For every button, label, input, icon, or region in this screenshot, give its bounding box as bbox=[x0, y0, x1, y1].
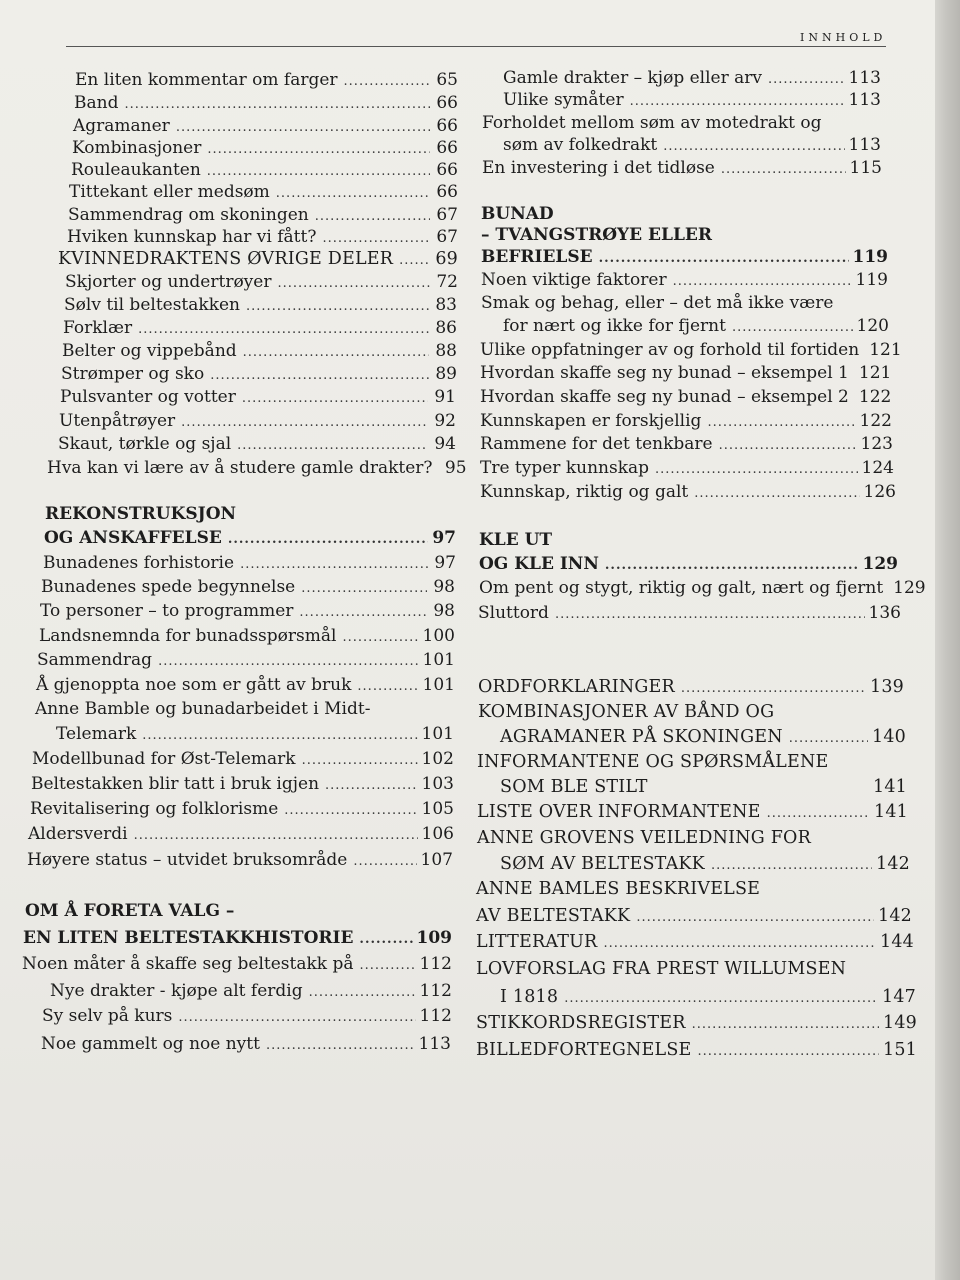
toc-entry-page: 106 bbox=[421, 824, 454, 844]
toc-entry bbox=[58, 249, 458, 271]
toc-entry-title: ANNE BAMLES BESKRIVELSE bbox=[476, 879, 761, 899]
toc-entry-title: Hviken kunnskap har vi fått? bbox=[67, 227, 317, 247]
toc-entry-page: 141 bbox=[873, 802, 908, 822]
toc-entry-page: 72 bbox=[436, 272, 458, 292]
toc-entry bbox=[45, 504, 345, 524]
toc-entry-page: 66 bbox=[436, 160, 458, 180]
toc-entry-title: Kunnskap, riktig og galt bbox=[480, 482, 689, 502]
toc-entry bbox=[480, 434, 893, 456]
toc-entry bbox=[31, 774, 454, 796]
dot-leader bbox=[673, 272, 852, 292]
toc-entry bbox=[479, 578, 926, 598]
toc-entry bbox=[56, 724, 454, 746]
toc-entry-title: LISTE OVER INFORMANTENE bbox=[477, 802, 761, 822]
toc-entry-page: 83 bbox=[435, 295, 457, 315]
toc-entry-title: Rouleaukanten bbox=[71, 160, 201, 180]
toc-entry-title: Tre typer kunnskap bbox=[480, 458, 650, 478]
toc-entry bbox=[65, 272, 458, 294]
toc-entry-title: Gamle drakter – kjøp eller arv bbox=[503, 68, 762, 88]
toc-entry-title: Bunadenes spede begynnelse bbox=[41, 577, 296, 597]
toc-entry-page: 120 bbox=[856, 316, 889, 336]
dot-leader bbox=[243, 343, 429, 363]
toc-entry bbox=[479, 530, 679, 550]
dot-leader bbox=[360, 956, 416, 976]
toc-entry-title: Band bbox=[74, 93, 119, 113]
dot-leader bbox=[301, 579, 427, 599]
toc-entry bbox=[481, 225, 781, 245]
toc-entry-page: 66 bbox=[436, 138, 458, 158]
toc-entry-title: Landsnemnda for bunadsspørsmål bbox=[39, 626, 337, 646]
toc-entry-title: BEFRIELSE bbox=[481, 247, 593, 267]
toc-entry-page: 140 bbox=[871, 727, 906, 747]
dot-leader bbox=[663, 137, 844, 157]
toc-entry bbox=[480, 340, 902, 362]
toc-entry-title: Hva kan vi lære av å studere gamle drakter? bbox=[47, 458, 433, 478]
toc-entry-page: 124 bbox=[861, 458, 894, 478]
header-rule bbox=[66, 46, 886, 47]
toc-entry-title: – TVANGSTRØYE ELLER bbox=[481, 225, 713, 245]
toc-entry-page: 97 bbox=[432, 528, 456, 548]
toc-entry-page: 89 bbox=[435, 364, 457, 384]
toc-entry bbox=[30, 799, 454, 821]
toc-entry bbox=[25, 901, 325, 921]
toc-entry bbox=[43, 553, 456, 575]
toc-entry bbox=[478, 677, 904, 699]
dot-leader bbox=[299, 603, 427, 623]
dot-leader bbox=[181, 413, 428, 433]
toc-entry bbox=[500, 854, 910, 876]
toc-entry-title: Hvordan skaffe seg ny bunad – eksempel 1 bbox=[480, 363, 849, 383]
toc-entry-title: Ulike oppfatninger av og forhold til fortiden bbox=[480, 340, 860, 360]
dot-leader bbox=[353, 852, 416, 872]
toc-entry bbox=[36, 675, 455, 697]
dot-leader bbox=[767, 804, 870, 824]
dot-leader bbox=[605, 556, 859, 576]
toc-entry bbox=[40, 601, 455, 623]
page-edge bbox=[935, 0, 960, 1280]
toc-entry-page: 101 bbox=[421, 724, 454, 744]
toc-entry-page: 112 bbox=[419, 981, 452, 1001]
toc-entry-title: Belter og vippebånd bbox=[62, 341, 237, 361]
toc-entry bbox=[35, 699, 375, 719]
dot-leader bbox=[399, 251, 430, 271]
dot-leader bbox=[344, 72, 430, 92]
dot-leader bbox=[284, 801, 417, 821]
toc-entry bbox=[476, 879, 856, 899]
toc-entry-title: Pulsvanter og votter bbox=[60, 387, 236, 407]
toc-entry-page: 67 bbox=[436, 227, 458, 247]
toc-entry-title: I 1818 bbox=[500, 987, 559, 1007]
toc-entry bbox=[500, 987, 916, 1009]
toc-entry bbox=[59, 411, 456, 433]
toc-entry bbox=[480, 482, 896, 504]
toc-entry-page: 112 bbox=[419, 1006, 452, 1026]
toc-entry-page: 95 bbox=[444, 458, 467, 478]
toc-entry-title: Strømper og sko bbox=[61, 364, 205, 384]
toc-entry-title: Noen måter å skaffe seg beltestakk på bbox=[22, 954, 354, 974]
toc-entry bbox=[60, 387, 456, 409]
toc-entry-page: 86 bbox=[435, 318, 457, 338]
dot-leader bbox=[266, 1036, 415, 1056]
dot-leader bbox=[237, 436, 428, 456]
dot-leader bbox=[246, 297, 429, 317]
toc-entry bbox=[479, 554, 898, 576]
toc-entry-page: 98 bbox=[433, 601, 455, 621]
toc-entry bbox=[481, 204, 681, 224]
toc-entry-page: 101 bbox=[422, 675, 455, 695]
toc-entry bbox=[27, 850, 453, 872]
toc-entry-title: Om pent og stygt, riktig og galt, nært og fjernt bbox=[479, 578, 884, 598]
toc-entry-title: Forholdet mellom søm av motedrakt og bbox=[482, 113, 822, 133]
toc-entry-title: Sammendrag om skoningen bbox=[68, 205, 309, 225]
dot-leader bbox=[359, 930, 412, 950]
toc-entry-title: LOVFORSLAG FRA PREST WILLUMSEN bbox=[476, 959, 847, 979]
toc-entry-title: for nært og ikke for fjernt bbox=[503, 316, 726, 336]
toc-entry bbox=[481, 270, 888, 292]
toc-entry bbox=[47, 458, 467, 480]
toc-entry-page: 66 bbox=[436, 116, 458, 136]
dot-leader bbox=[697, 1042, 879, 1062]
toc-entry-title: En liten kommentar om farger bbox=[75, 70, 338, 90]
toc-entry-page: 107 bbox=[420, 850, 453, 870]
dot-leader bbox=[636, 908, 874, 928]
dot-leader bbox=[564, 989, 878, 1009]
toc-entry-page: 66 bbox=[436, 182, 458, 202]
toc-entry bbox=[476, 959, 876, 979]
toc-entry-page: 136 bbox=[868, 603, 901, 623]
toc-entry bbox=[64, 295, 457, 317]
toc-entry bbox=[476, 1040, 917, 1062]
dot-leader bbox=[681, 679, 866, 699]
toc-entry-title: To personer – to programmer bbox=[40, 601, 294, 621]
toc-entry-page: 67 bbox=[436, 205, 458, 225]
dot-leader bbox=[124, 95, 430, 115]
dot-leader bbox=[707, 413, 855, 433]
toc-entry-title: Smak og behag, eller – det må ikke være bbox=[481, 293, 834, 313]
toc-entry-title: KVINNEDRAKTENS ØVRIGE DELER bbox=[58, 249, 394, 269]
toc-entry bbox=[476, 1013, 917, 1035]
toc-entry-title: En investering i det tidløse bbox=[482, 158, 715, 178]
toc-entry bbox=[477, 828, 857, 848]
toc-entry bbox=[67, 227, 458, 249]
toc-entry-title: Telemark bbox=[56, 724, 137, 744]
dot-leader bbox=[210, 366, 429, 386]
toc-entry bbox=[71, 160, 458, 182]
toc-entry-page: 147 bbox=[881, 987, 916, 1007]
toc-entry-page: 149 bbox=[882, 1013, 917, 1033]
toc-entry-title: AV BELTESTAKK bbox=[476, 906, 631, 926]
toc-entry-title: Tittekant eller medsøm bbox=[69, 182, 270, 202]
toc-entry-page: 123 bbox=[860, 434, 893, 454]
dot-leader bbox=[692, 1015, 879, 1035]
toc-entry-title: Anne Bamble og bunadarbeidet i Midt- bbox=[35, 699, 371, 719]
toc-entry-page: 122 bbox=[859, 411, 892, 431]
toc-entry-title: Nye drakter - kjøpe alt ferdig bbox=[50, 981, 303, 1001]
toc-entry bbox=[503, 135, 881, 157]
dot-leader bbox=[789, 729, 868, 749]
toc-entry-page: 141 bbox=[872, 777, 907, 797]
toc-entry bbox=[503, 316, 889, 338]
toc-entry-title: OG KLE INN bbox=[479, 554, 599, 574]
toc-entry-title: Hvordan skaffe seg ny bunad – eksempel 2 bbox=[480, 387, 849, 407]
dot-leader bbox=[207, 140, 430, 160]
toc-entry-title: Høyere status – utvidet bruksområde bbox=[27, 850, 348, 870]
toc-entry-page: 142 bbox=[875, 854, 910, 874]
toc-entry bbox=[503, 90, 881, 112]
dot-leader bbox=[277, 274, 430, 294]
toc-entry-page: 112 bbox=[419, 954, 452, 974]
toc-entry-page: 119 bbox=[855, 270, 888, 290]
toc-entry bbox=[73, 116, 458, 138]
toc-entry-page: 66 bbox=[436, 93, 458, 113]
toc-entry-page: 88 bbox=[435, 341, 457, 361]
dot-leader bbox=[309, 983, 416, 1003]
toc-entry-page: 113 bbox=[848, 68, 881, 88]
toc-entry-page: 142 bbox=[877, 906, 912, 926]
toc-entry bbox=[37, 650, 455, 672]
toc-entry-title: ANNE GROVENS VEILEDNING FOR bbox=[477, 828, 811, 848]
toc-entry-title: BUNAD bbox=[481, 204, 554, 224]
dot-leader bbox=[603, 934, 876, 954]
running-header: INNHOLD bbox=[800, 31, 887, 44]
toc-entry bbox=[500, 777, 907, 797]
dot-leader bbox=[242, 389, 428, 409]
dot-leader bbox=[134, 826, 418, 846]
toc-entry-title: Forklær bbox=[63, 318, 133, 338]
dot-leader bbox=[711, 856, 872, 876]
dot-leader bbox=[228, 530, 428, 550]
toc-entry-page: 105 bbox=[421, 799, 454, 819]
dot-leader bbox=[240, 555, 428, 575]
toc-entry bbox=[476, 932, 914, 954]
toc-entry bbox=[23, 928, 452, 950]
toc-entry bbox=[50, 981, 452, 1003]
toc-entry-title: Kombinasjoner bbox=[72, 138, 202, 158]
dot-leader bbox=[630, 92, 845, 112]
toc-entry-title: REKONSTRUKSJON bbox=[45, 504, 237, 524]
toc-entry-page: 115 bbox=[849, 158, 882, 178]
toc-entry-page: 151 bbox=[882, 1040, 917, 1060]
toc-entry bbox=[480, 458, 894, 480]
toc-entry-title: SOM BLE STILT bbox=[500, 777, 648, 797]
toc-entry-title: Rammene for det tenkbare bbox=[480, 434, 713, 454]
toc-entry bbox=[39, 626, 455, 648]
toc-entry-title: EN LITEN BELTESTAKKHISTORIE bbox=[23, 928, 354, 948]
dot-leader bbox=[142, 726, 417, 746]
toc-entry-page: 129 bbox=[893, 578, 926, 598]
toc-entry-title: Sammendrag bbox=[37, 650, 153, 670]
toc-entry bbox=[480, 411, 892, 433]
toc-entry-title: Å gjenoppta noe som er gått av bruk bbox=[36, 675, 352, 695]
dot-leader bbox=[732, 318, 853, 338]
toc-entry bbox=[61, 364, 457, 386]
toc-entry bbox=[480, 363, 890, 385]
toc-entry-title: Sluttord bbox=[478, 603, 549, 623]
toc-entry-title: Skjorter og undertrøyer bbox=[65, 272, 272, 292]
toc-entry bbox=[22, 954, 452, 976]
toc-entry-page: 113 bbox=[848, 135, 881, 155]
dot-leader bbox=[721, 160, 846, 180]
toc-entry-page: 97 bbox=[434, 553, 456, 573]
toc-entry bbox=[75, 70, 458, 92]
toc-entry bbox=[74, 93, 458, 115]
dot-leader bbox=[138, 320, 429, 340]
dot-leader bbox=[322, 229, 430, 249]
dot-leader bbox=[357, 677, 418, 697]
dot-leader bbox=[176, 118, 430, 138]
toc-entry bbox=[481, 293, 834, 313]
toc-entry-title: ORDFORKLARINGER bbox=[478, 677, 675, 697]
toc-entry-title: Kunnskapen er forskjellig bbox=[480, 411, 702, 431]
dot-leader bbox=[178, 1008, 415, 1028]
toc-entry bbox=[41, 577, 455, 599]
toc-entry bbox=[68, 205, 458, 227]
toc-entry-title: BILLEDFORTEGNELSE bbox=[476, 1040, 692, 1060]
toc-entry-page: 94 bbox=[434, 434, 456, 454]
toc-entry-title: OG ANSKAFFELSE bbox=[44, 528, 222, 548]
toc-entry bbox=[480, 387, 891, 409]
toc-entry bbox=[63, 318, 457, 340]
toc-entry bbox=[503, 68, 881, 90]
dot-leader bbox=[315, 207, 430, 227]
dot-leader bbox=[599, 249, 849, 269]
toc-entry-page: 121 bbox=[858, 363, 892, 383]
dot-leader bbox=[555, 605, 865, 625]
toc-entry bbox=[28, 824, 454, 846]
toc-entry bbox=[482, 113, 822, 133]
toc-entry-title: Sy selv på kurs bbox=[42, 1006, 173, 1026]
toc-entry-page: 126 bbox=[863, 482, 896, 502]
toc-entry-title: AGRAMANER PÅ SKONINGEN bbox=[500, 727, 783, 747]
toc-entry bbox=[44, 528, 456, 550]
toc-entry bbox=[42, 1006, 452, 1028]
toc-entry-title: Noe gammelt og noe nytt bbox=[41, 1034, 260, 1054]
toc-entry-page: 139 bbox=[869, 677, 904, 697]
toc-entry-title: søm av folkedrakt bbox=[503, 135, 658, 155]
toc-entry-page: 109 bbox=[416, 928, 452, 948]
toc-entry-title: Aldersverdi bbox=[28, 824, 128, 844]
toc-entry-title: Sølv til beltestakken bbox=[64, 295, 241, 315]
toc-entry-title: SØM AV BELTESTAKK bbox=[500, 854, 705, 874]
toc-entry-title: Modellbunad for Øst-Telemark bbox=[32, 749, 296, 769]
dot-leader bbox=[655, 460, 858, 480]
dot-leader bbox=[207, 162, 430, 182]
dot-leader bbox=[719, 436, 857, 456]
toc-entry-title: KOMBINASJONER AV BÅND OG bbox=[478, 702, 775, 722]
toc-entry-page: 98 bbox=[433, 577, 455, 597]
toc-entry bbox=[477, 752, 857, 772]
toc-entry-title: KLE UT bbox=[479, 530, 553, 550]
toc-entry-page: 121 bbox=[869, 340, 902, 360]
toc-entry bbox=[478, 702, 818, 722]
dot-leader bbox=[325, 776, 418, 796]
dot-leader bbox=[768, 70, 845, 90]
toc-entry-page: 92 bbox=[434, 411, 456, 431]
toc-entry-title: OM Å FORETA VALG – bbox=[25, 901, 235, 921]
dot-leader bbox=[342, 628, 418, 648]
toc-entry bbox=[481, 247, 888, 269]
toc-entry bbox=[62, 341, 457, 363]
toc-entry bbox=[477, 802, 908, 824]
toc-entry-page: 102 bbox=[421, 749, 454, 769]
toc-entry bbox=[500, 727, 906, 749]
toc-entry bbox=[58, 434, 456, 456]
toc-entry-title: Utenpåtrøyer bbox=[59, 411, 176, 431]
toc-entry-page: 129 bbox=[862, 554, 898, 574]
dot-leader bbox=[158, 652, 418, 672]
toc-entry-page: 119 bbox=[852, 247, 888, 267]
dot-leader bbox=[302, 751, 418, 771]
toc-entry-title: Bunadenes forhistorie bbox=[43, 553, 235, 573]
toc-entry-title: Revitalisering og folklorisme bbox=[30, 799, 279, 819]
toc-entry-title: Beltestakken blir tatt i bruk igjen bbox=[31, 774, 320, 794]
toc-entry-title: STIKKORDSREGISTER bbox=[476, 1013, 686, 1033]
toc-entry bbox=[478, 603, 901, 625]
toc-entry-title: INFORMANTENE OG SPØRSMÅLENE bbox=[477, 752, 829, 772]
toc-entry-title: Agramaner bbox=[73, 116, 170, 136]
toc-entry-page: 122 bbox=[858, 387, 892, 407]
toc-entry-page: 144 bbox=[879, 932, 914, 952]
toc-entry-page: 65 bbox=[436, 70, 458, 90]
toc-entry-title: LITTERATUR bbox=[476, 932, 598, 952]
toc-entry bbox=[41, 1034, 451, 1056]
toc-entry-page: 103 bbox=[421, 774, 454, 794]
toc-entry bbox=[69, 182, 458, 204]
toc-entry-page: 101 bbox=[422, 650, 455, 670]
toc-entry-page: 91 bbox=[434, 387, 456, 407]
toc-entry-page: 113 bbox=[418, 1034, 451, 1054]
toc-entry-page: 100 bbox=[422, 626, 455, 646]
toc-entry-title: Noen viktige faktorer bbox=[481, 270, 667, 290]
toc-entry-page: 69 bbox=[435, 249, 458, 269]
toc-entry bbox=[482, 158, 882, 180]
toc-entry bbox=[476, 906, 912, 928]
dot-leader bbox=[694, 484, 859, 504]
toc-entry-title: Skaut, tørkle og sjal bbox=[58, 434, 232, 454]
toc-entry-title: Ulike symåter bbox=[503, 90, 624, 110]
dot-leader bbox=[276, 184, 430, 204]
toc-entry-page: 113 bbox=[848, 90, 881, 110]
toc-entry bbox=[72, 138, 458, 160]
toc-entry bbox=[32, 749, 454, 771]
